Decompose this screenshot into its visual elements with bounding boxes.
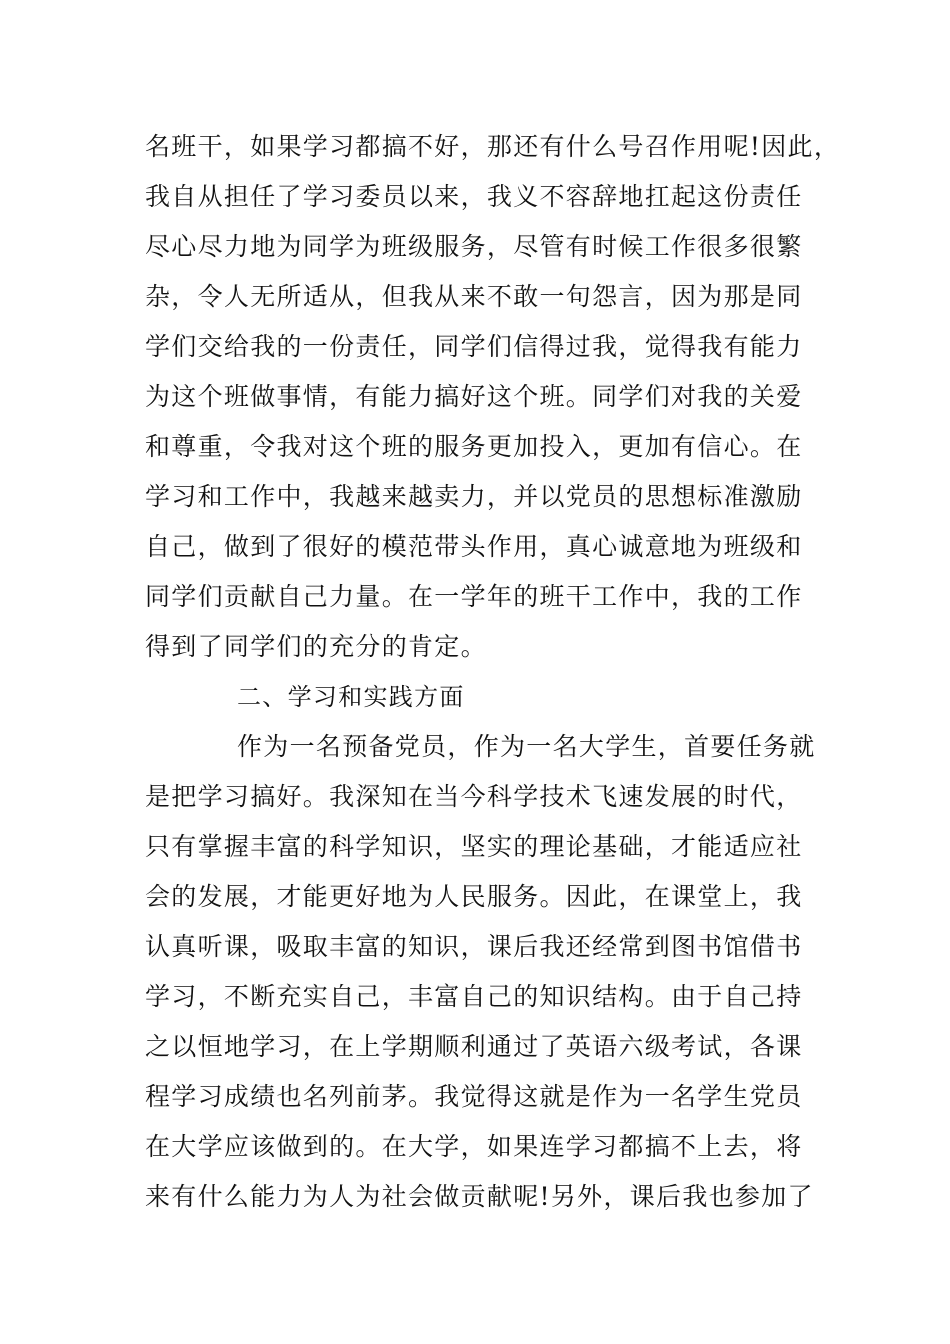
paragraph-line: 是把学习搞好。我深知在当今科学技术飞速发展的时代， <box>145 782 803 811</box>
paragraph-line: 来有什么能力为人为社会做贡献呢!另外，课后我也参加了 <box>145 1182 814 1211</box>
paragraph-line: 程学习成绩也名列前茅。我觉得这就是作为一名学生党员 <box>145 1082 803 1111</box>
paragraph-line: 我自从担任了学习委员以来，我义不容辞地扛起这份责任 <box>145 182 803 211</box>
paragraph-line: 自己，做到了很好的模范带头作用，真心诚意地为班级和 <box>145 532 803 561</box>
paragraph-line: 尽心尽力地为同学为班级服务，尽管有时候工作很多很繁 <box>145 232 803 261</box>
paragraph-line: 同学们贡献自己力量。在一学年的班干工作中，我的工作 <box>145 582 803 611</box>
paragraph-line: 学习，不断充实自己，丰富自己的知识结构。由于自己持 <box>145 982 803 1011</box>
paragraph-line: 之以恒地学习，在上学期顺利通过了英语六级考试，各课 <box>145 1032 803 1061</box>
paragraph-line: 为这个班做事情，有能力搞好这个班。同学们对我的关爱 <box>145 382 803 411</box>
paragraph-line: 在大学应该做到的。在大学，如果连学习都搞不上去，将 <box>145 1132 803 1161</box>
paragraph-line: 杂，令人无所适从，但我从来不敢一句怨言，因为那是同 <box>145 282 803 311</box>
paragraph-line: 只有掌握丰富的科学知识，坚实的理论基础，才能适应社 <box>145 832 803 861</box>
paragraph-line: 学习和工作中，我越来越卖力，并以党员的思想标准激励 <box>145 482 803 511</box>
paragraph-line: 认真听课，吸取丰富的知识，课后我还经常到图书馆借书 <box>145 932 803 961</box>
paragraph-line: 作为一名预备党员，作为一名大学生，首要任务就 <box>237 732 816 761</box>
paragraph-line: 会的发展，才能更好地为人民服务。因此，在课堂上，我 <box>145 882 803 911</box>
paragraph-line: 得到了同学们的充分的肯定。 <box>145 632 487 661</box>
paragraph-line: 名班干，如果学习都搞不好，那还有什么号召作用呢!因此， <box>145 132 841 161</box>
paragraph-line: 学们交给我的一份责任，同学们信得过我，觉得我有能力 <box>145 332 803 361</box>
section-heading: 二、学习和实践方面 <box>237 683 465 711</box>
paragraph-line: 和尊重，令我对这个班的服务更加投入，更加有信心。在 <box>145 432 803 461</box>
